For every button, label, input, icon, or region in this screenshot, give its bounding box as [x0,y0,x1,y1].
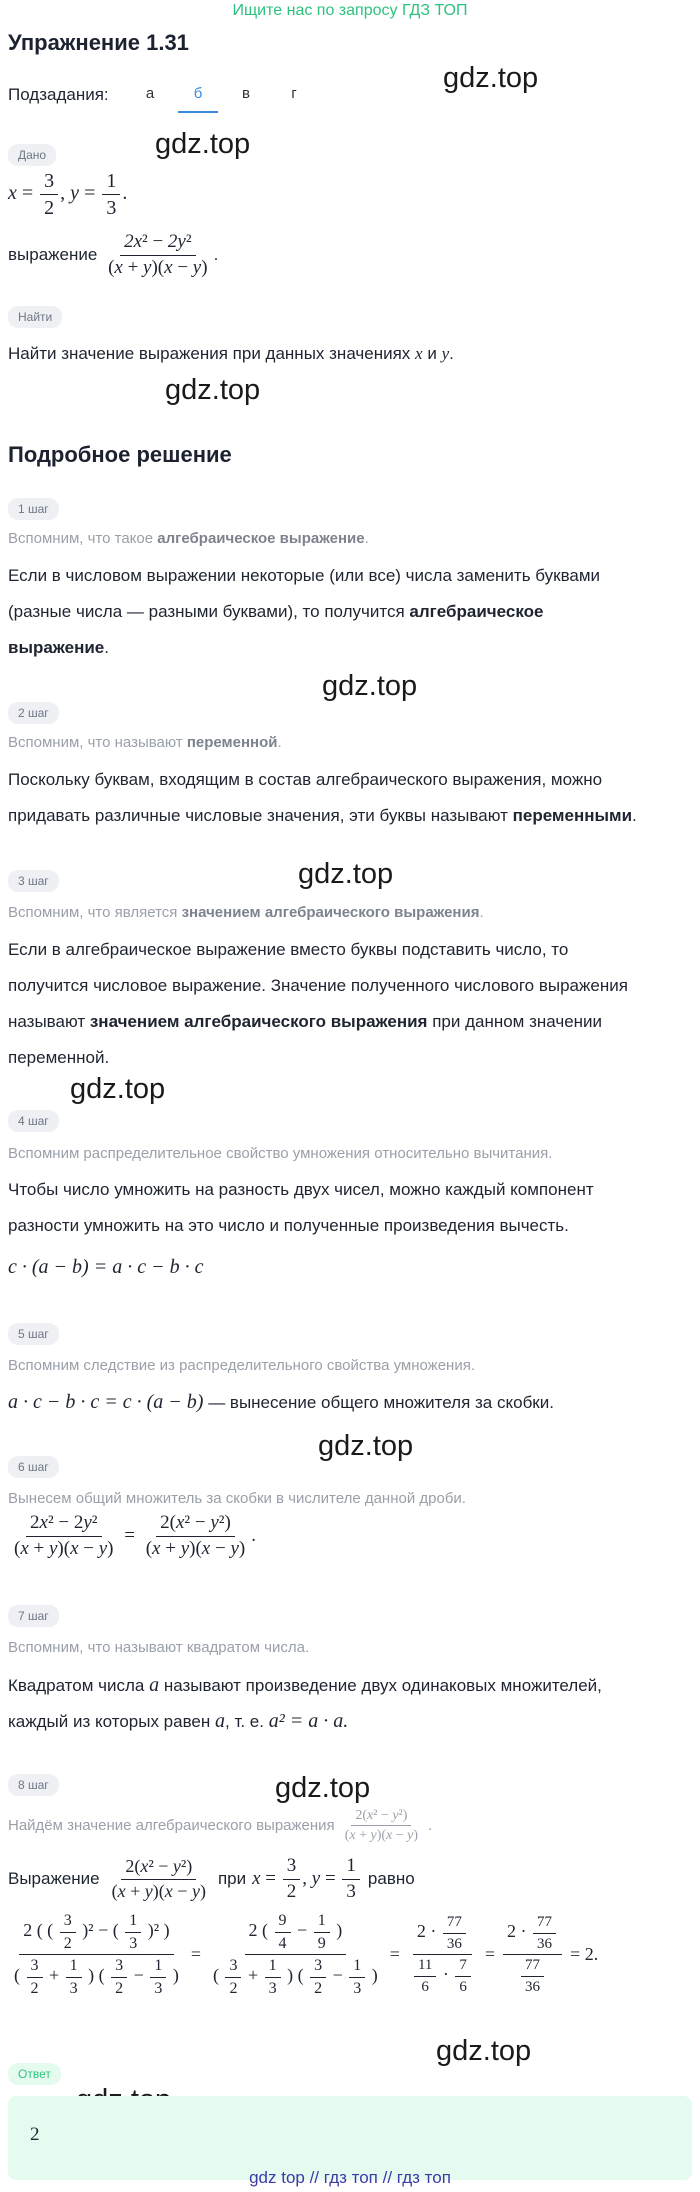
step-text: Если в числовом выражении некоторые (или все) числа заменить буквами [8,566,601,585]
subtask-tab-g[interactable]: г [291,85,297,102]
answer-pill: Ответ [8,2063,61,2085]
step-text: выражение. [8,638,109,657]
step-pill: 2 шаг [8,702,59,724]
step-hint: Вспомним распределительное свойство умножения относительно вычитания. [8,1145,553,1162]
step-hint: Вспомним, что называют квадратом числа. [8,1639,310,1656]
watermark: gdz.top [275,1772,371,1804]
watermark: gdz.top [443,62,539,94]
step-hint: Вспомним, что такое алгебраическое выражение. [8,530,369,547]
watermark: gdz.top [165,374,261,406]
step-hint: Вспомним, что называют переменной. [8,734,282,751]
step-pill: 4 шаг [8,1110,59,1132]
step-pill: 1 шаг [8,498,59,520]
watermark: gdz.top [70,1073,166,1105]
subtask-tab-b[interactable]: б [193,85,203,102]
step-8-line: Выражение $\frac{\text{2(x² − y²)}}{(x + y)(x - y)}$ при x = $\frac{3}{2}$ , y = $\frac{1}{3}$ равно [8,1855,415,1902]
step-text: переменной. [8,1048,110,1067]
step-text: Квадратом числа a называют произведение двух одинаковых множителей, [8,1674,602,1696]
step-formula: c · (a − b) = a · c − b · c [8,1256,204,1278]
top-banner[interactable]: Ищите нас по запросу ГДЗ ТОП [232,2,468,19]
step-text: придавать различные числовые значения, эти буквы называют переменными. [8,806,637,825]
step-pill: 8 шаг [8,1774,59,1796]
step-hint: Вспомним, что является значением алгебраического выражения. [8,904,484,921]
step-pill: 6 шаг [8,1456,59,1478]
given-expression: выражение $\frac{\text{2x² − 2y²}}{(x + y)(x - y)}$ . [8,231,219,278]
watermark: gdz.top [298,858,394,890]
watermark: gdz.top [155,128,251,160]
answer-value: 2 [30,2124,40,2145]
given-pill: Дано [8,144,56,166]
step-hint: Вынесем общий множитель за скобки в числителе данной дроби. [8,1490,466,1507]
page-title: Упражнение 1.31 [8,30,189,55]
step-text: получится числовое выражение. Значение полученного числового выражения [8,976,628,995]
footer-links[interactable]: gdz top // гдз топ // гдз топ [249,2168,451,2187]
step-pill: 5 шаг [8,1323,59,1345]
step-hint: Вспомним следствие из распределительного свойства умножения. [8,1357,476,1374]
watermark: gdz.top [436,2035,532,2067]
step-pill: 3 шаг [8,870,59,892]
watermark: gdz.top [318,1430,414,1462]
find-pill: Найти [8,306,62,328]
step-8-computation: 2 ( ( $\frac{3}{2}$ )² − ( $\frac{1}{3}$ )² ) ( $\frac{3}{2}$ + $\frac{1}{3}$ ) ( $\frac{3}{2}$ − $\frac{1}{3}$ ) = 2 ( $\frac{9}{4}$ − $\frac{1}{9}$ ) ( $\frac{3}{2}$ + $\frac{1}{3}$ ) ( $\frac{3}{2}$ − $\frac{1}{3}$ ) = 2 · $\frac{77}{36}$ $\frac{11}{6}$ · $\frac{7}{6}$ = 2 · $\frac{77}{36}$ $\frac{77}{36}$ = 2. [14,1912,599,1997]
step-text: a · c − b · c = c · (a − b) — вынесение общего множителя за скобки. [8,1391,554,1413]
step-text: Поскольку буквам, входящим в состав алгебраического выражения, можно [8,770,603,789]
step-text: (разные числа — разными буквами), то получится алгебраическое [8,602,544,621]
subtask-tab-v[interactable]: в [242,85,250,102]
watermark: gdz.top [322,670,418,702]
given-values: x = $\frac{3}{2}$ , y = $\frac{1}{3}$ . [8,170,128,219]
active-tab-indicator [178,111,218,113]
subtask-tab-a[interactable]: а [145,85,155,102]
solution-title: Подробное решение [8,442,232,467]
step-hint: Найдём значение алгебраического выражения $\frac{\text{2(x² − y²)}}{(x + y)(x - y)}$ . [8,1808,433,1844]
step-text: Чтобы число умножить на разность двух чисел, можно каждый компонент [8,1180,594,1199]
step-text: называют значением алгебраического выражения при данном значении [8,1012,603,1031]
subtasks-label: Подзадания: [8,85,109,104]
step-6-formula: $\frac{\text{2x² − 2y²}}{(x + y)(x - y)}$ = $\frac{\text{2(x² − y²)}}{(x + y)(x - y)}$ . [14,1512,256,1559]
step-text: Если в алгебраическое выражение вместо буквы подставить число, то [8,940,569,959]
step-pill: 7 шаг [8,1605,59,1627]
step-text: разности умножить на это число и полученные произведения вычесть. [8,1216,569,1235]
find-text: Найти значение выражения при данных значениях x и y. [8,344,454,363]
step-text: каждый из которых равен a, т. е. a² = a · a. [8,1710,349,1732]
